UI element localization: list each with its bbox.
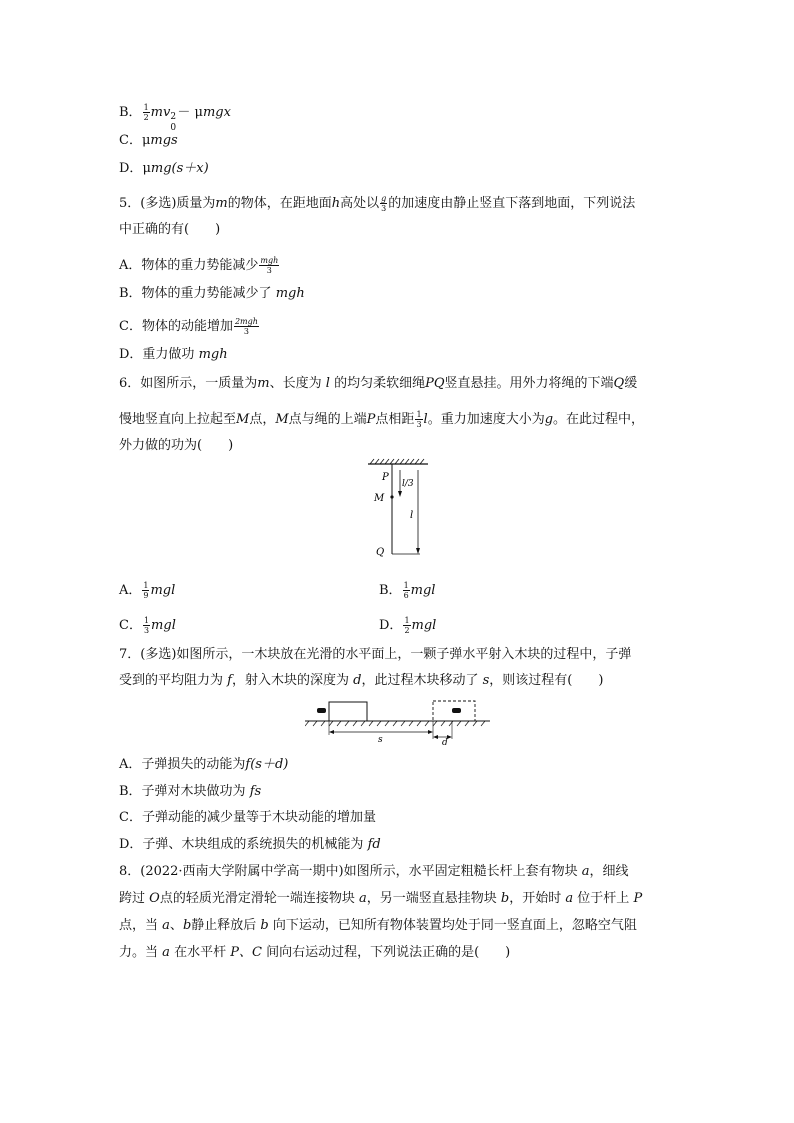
- q6-stem-line1: 6．如图所示，一质量为m、长度为 l 的均匀柔软细绳PQ竖直悬挂。用外力将绳的下端Q缓: [119, 376, 638, 391]
- q8-stem-line4: 力。当 a 在水平杆 P、C 间向右运动过程，下列说法正确的是( ): [119, 945, 511, 960]
- label-q: Q: [376, 547, 385, 558]
- q7-bullet-block-figure: [305, 695, 490, 745]
- point-m-dot: [390, 495, 393, 498]
- q6-option-d[interactable]: D． $\frac{1}{2}$ mgl: [379, 616, 437, 635]
- q7-stem-line2: 受到的平均阻力为 f，射入木块的深度为 d，此过程木块移动了 s，则该过程有( ): [119, 673, 604, 688]
- label-s: s: [378, 735, 383, 745]
- q8-stem-line1: 8．(2022·西南大学附属中学高一期中)如图所示，水平固定粗糙长杆上套有物块 a，细线: [119, 864, 629, 879]
- q7-option-c[interactable]: C．子弹动能的减少量等于木块动能的增加量: [119, 810, 376, 825]
- half-fraction: $\frac{1}{2}$: [143, 103, 149, 122]
- q7-option-b[interactable]: B．子弹对木块做功为 fs: [119, 784, 262, 799]
- label-l: l: [410, 510, 414, 521]
- label-p: P: [382, 472, 389, 483]
- label-m: M: [374, 493, 385, 504]
- q6-stem-line2: 慢地竖直向上拉起至M点，M点与绳的上端P点相距 $\frac{1}{3}$ l。重力加速度大小为g。在此过程中，: [119, 410, 645, 429]
- q8-stem-line2: 跨过 O点的轻质光滑定滑轮一端连接物块 a，另一端竖直悬挂物块 b，开始时 a 位于杆上 P: [119, 891, 643, 906]
- label-l3: l/3: [402, 479, 414, 489]
- q6-option-a[interactable]: A． $\frac{1}{9}$ mgl: [119, 581, 176, 600]
- g-over-3-fraction: $\frac{g}{3}$: [381, 194, 387, 213]
- q5-option-b[interactable]: B．物体的重力势能减少了 mgh: [119, 286, 305, 301]
- bullet-initial: [317, 708, 326, 713]
- q8-stem-line3: 点，当 a、b静止释放后 b 向下运动，已知所有物体装置均处于同一竖直面上，忽略空气阻: [119, 918, 637, 933]
- q5-stem-line2: 中正确的有( ): [119, 222, 221, 237]
- q7-option-d[interactable]: D．子弹、木块组成的系统损失的机械能为 fd: [119, 837, 381, 852]
- q6-option-b[interactable]: B． $\frac{1}{6}$ mgl: [379, 581, 436, 600]
- label-d: d: [442, 738, 448, 745]
- q6-stem-line3: 外力做的功为( ): [119, 438, 234, 453]
- q4-option-c[interactable]: C．μmgs: [119, 133, 178, 148]
- q7-stem-line1: 7．(多选)如图所示，一木块放在光滑的水平面上，一颗子弹水平射入木块的过程中，子弹: [119, 647, 632, 662]
- q4-option-b[interactable]: B． $\frac{1}{2}$ mv 2 0 － μmgx: [119, 103, 231, 133]
- q5-option-c[interactable]: C．物体的动能增加 $\frac{\text{2mgh}}{3}$: [119, 317, 258, 336]
- q5-stem-line1: 5．(多选)质量为m的物体，在距地面h高处以 $\frac{g}{3}$ 的加速度由静止竖直下落到地面，下列说法: [119, 194, 636, 213]
- block-initial: [329, 702, 367, 721]
- q5-option-a[interactable]: A．物体的重力势能减少 $\frac{\text{mgh}}{3}$: [119, 256, 279, 275]
- q5-option-d[interactable]: D．重力做功 mgh: [119, 347, 228, 362]
- q7-option-a[interactable]: A．子弹损失的动能为f(s＋d): [119, 757, 289, 772]
- q6-rope-figure: [362, 458, 430, 560]
- q4-option-d[interactable]: D．μmg(s＋x): [119, 161, 209, 176]
- q6-option-c[interactable]: C． $\frac{1}{3}$ mgl: [119, 616, 176, 635]
- bullet-final: [452, 708, 461, 713]
